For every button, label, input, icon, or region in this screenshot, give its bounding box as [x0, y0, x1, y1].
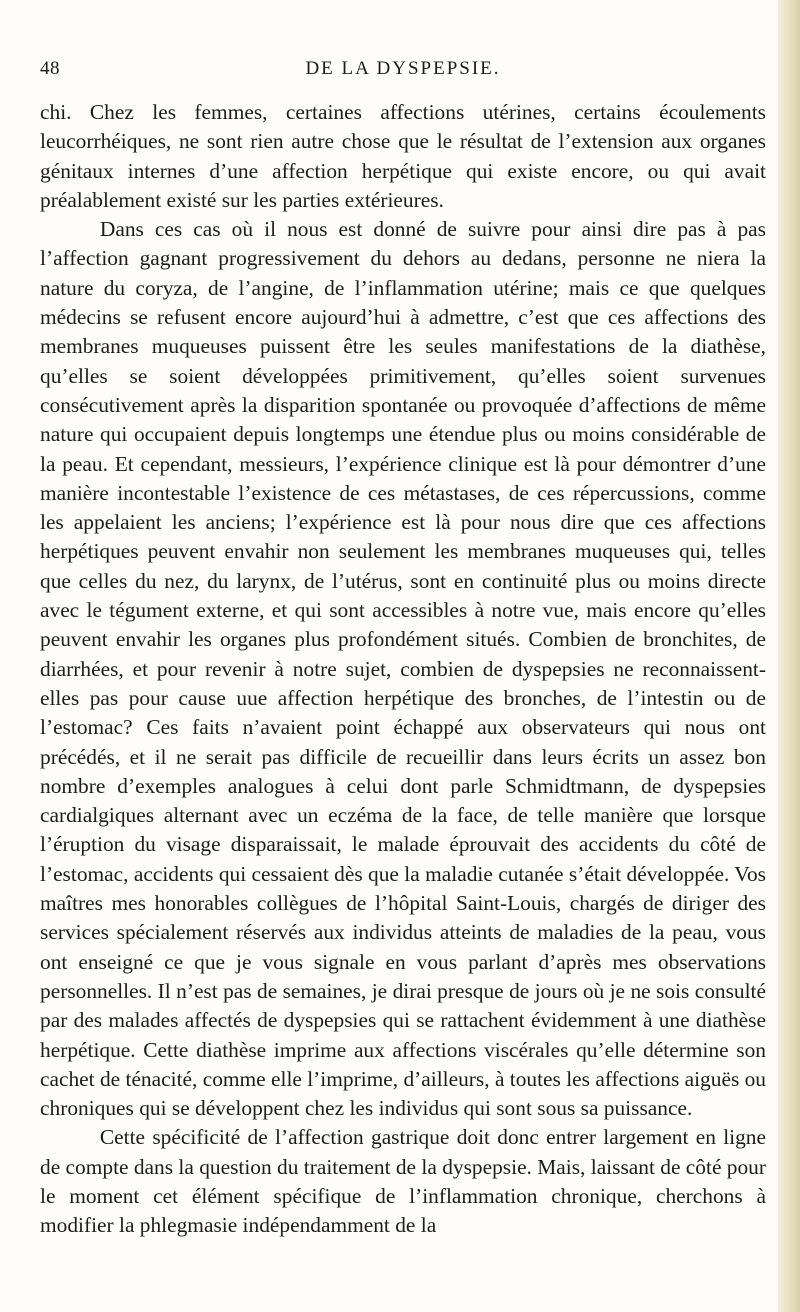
running-title: DE LA DYSPEPSIE. [305, 58, 501, 79]
paragraph: Dans ces cas où il nous est donné de suivre pour ainsi dire pas à pas l’affection gagnant progressivement du dehors au dedans, personne ne niera la nature du coryza, de l’angine, de l’inflammation utérine; mais ce que quelques médecins se refusent encore aujourd’hui à admettre, c’est que ces affections des membranes muqueuses puissent être les seules manifestations de la diathèse, qu’elles se soient développées primitivement, qu’elles soient survenues consécutivement après la disparition spontanée ou provoquée d’affections de même nature qui occupaient depuis longtemps une étendue plus ou moins considérable de la peau. Et cependant, messieurs, l’expérience clinique est là pour démontrer d’une manière incontestable l’existence de ces métastases, de ces répercussions, comme les appelaient les anciens; l’expérience est là pour nous dire que ces affections herpétiques peuvent envahir non seulement les membranes muqueuses qui, telles que celles du nez, du larynx, de l’utérus, sont en continuité plus ou moins directe avec le tégument externe, et qui sont accessibles à notre vue, mais encore qu’elles peuvent envahir les organes plus profondément situés. Combien de bronchites, de diarrhées, et pour revenir à notre sujet, combien de dyspepsies ne reconnaissent-elles pas pour cause uue affection herpétique des bronches, de l’intestin ou de l’estomac? Ces faits n’avaient point échappé aux observateurs qui nous ont précédés, et il ne serait pas difficile de recueillir dans leurs écrits un assez bon nombre d’exemples analogues à celui dont parle Schmidtmann, de dyspepsies cardialgiques alternant avec un eczéma de la face, de telle manière que lorsque l’éruption du visage disparaissait, le malade éprouvait des accidents du côté de l’estomac, accidents qui cessaient dès que la maladie cutanée s’était développée. Vos maîtres mes honorables collègues de l’hôpital Saint-Louis, chargés de diriger des services spécialement réservés aux individus atteints de maladies de la peau, vous ont enseigné ce que je vous signale en vous parlant d’après mes observations personnelles. Il n’est pas de semaines, je dirai presque de jours où je ne sois consulté par des malades affectés de dyspepsies qui se rattachent évidemment à une diathèse herpétique. Cette diathèse imprime aux affections viscérales qu’elle détermine son cachet de ténacité, comme elle l’imprime, d’ailleurs, à toutes les affections aiguës ou chroniques qui se développent chez les individus qui sont sous sa puissance. [40, 217, 767, 1121]
paragraph-continued: chi. Chez les femmes, certaines affections utérines, certains écoulements leucorrhéiques, ne sont rien autre chose que le résultat de l’extension aux organes génitaux internes d’une affection herpétique qui existe encore, ou qui avait préalablement existé sur les parties extérieures. [40, 100, 766, 212]
page-number: 48 [40, 58, 60, 79]
paragraph: Cette spécificité de l’affection gastrique doit donc entrer largement en ligne de compte dans la question du traitement de la dyspepsie. Mais, laissant de côté pour le moment cet élément spécifique de l’inflammation chronique, cherchons à modifier la phlegmasie indépendamment de la [40, 1125, 766, 1238]
body-text [40, 98, 766, 1241]
page-header [40, 58, 766, 88]
page-edge [778, 0, 800, 1312]
